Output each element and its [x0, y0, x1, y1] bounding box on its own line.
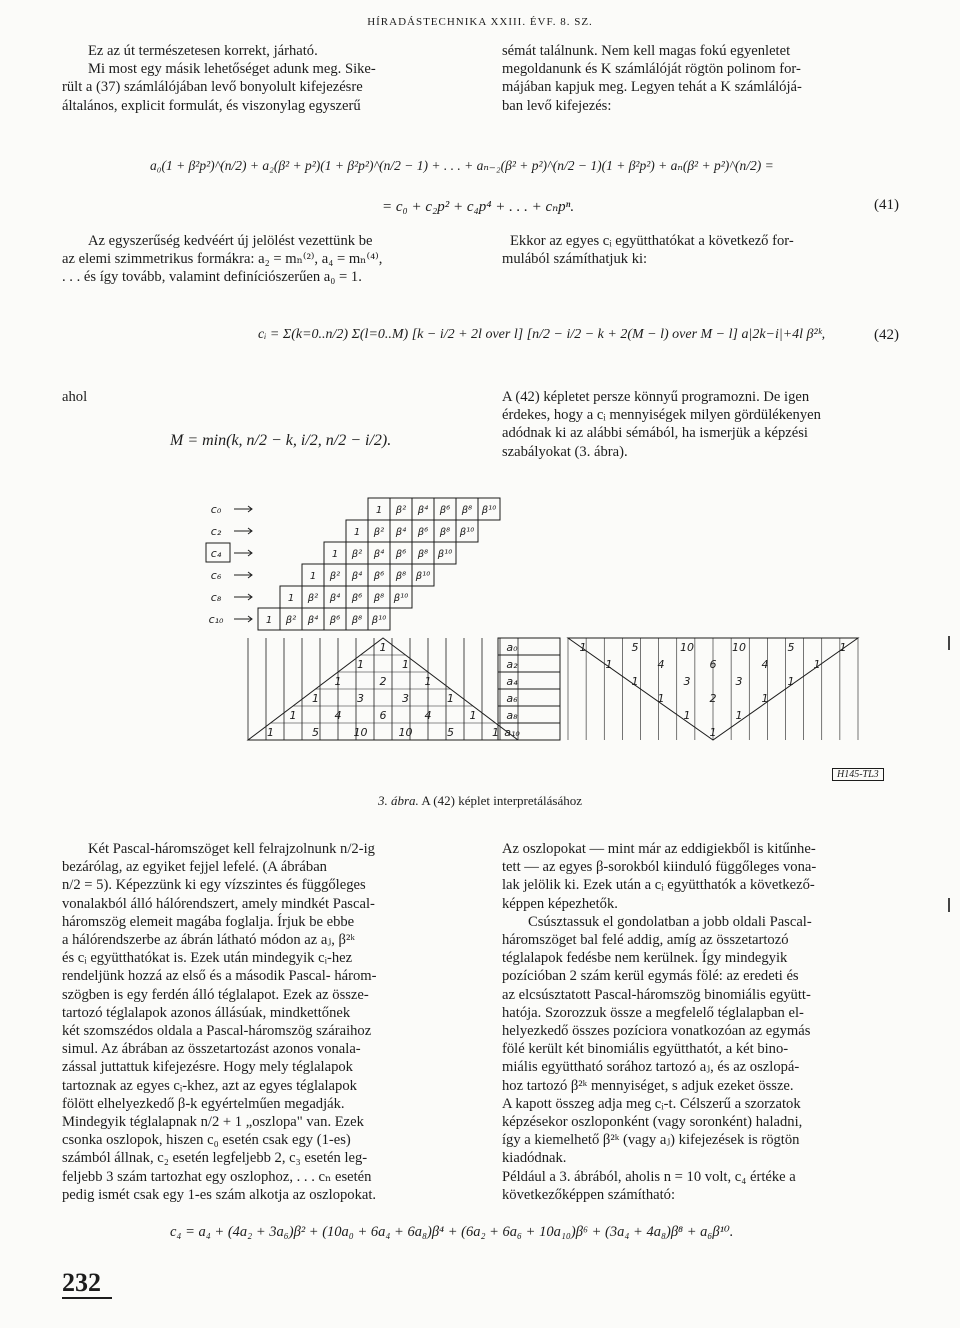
pascal-cell: 10 — [398, 726, 413, 739]
beta-cell-label: β⁸ — [439, 527, 451, 538]
beta-cell-label: β⁴ — [395, 527, 407, 538]
pascal-cell: 4 — [657, 658, 665, 671]
figure-3 — [0, 490, 960, 790]
text-line: Mindegyik téglalapnak n/2 + 1 „oszlopa" van. Ezek — [62, 1114, 364, 1131]
text-line: képzésekor oszloponként (vagy soronként) haladni, — [502, 1114, 803, 1131]
pascal-cell: 2 — [379, 675, 387, 688]
beta-cell-label: β⁶ — [395, 549, 407, 560]
c-label: c₄ — [210, 547, 222, 560]
equation-42-number: (42) — [874, 327, 899, 343]
top-left-column — [62, 42, 480, 115]
text-line: szögben is egy ferdén álló téglalapot. Ezek az össze- — [62, 986, 369, 1003]
pascal-cell: 1 — [469, 709, 477, 722]
text-line: így a kiemelhető β²ᵏ (vagy aⱼ) kifejezések is rögtön — [502, 1132, 800, 1149]
a-label: a₀ — [506, 641, 518, 654]
text-line: vonalakból álló hálórendszert, amely mindkét Pascal- — [62, 895, 375, 912]
text-line: tartoznak az egyes cᵢ-khez, azt az egyes téglalapok — [62, 1077, 357, 1094]
text-line: pozícióban 2 szám kerül egymás fölé: az eredeti és — [502, 968, 799, 985]
beta-cell-label: β² — [373, 527, 385, 538]
pascal-cell: 1 — [839, 641, 847, 654]
beta-cell-label: β¹⁰ — [459, 527, 475, 538]
beta-cell-label: β⁴ — [351, 571, 363, 582]
pascal-cell: 1 — [579, 641, 587, 654]
text-line: megoldanunk és K számlálóját rögtön polinom for- — [502, 61, 801, 78]
text-line: adódnak ki az alábbi sémából, ha ismerjük a képzési — [502, 425, 808, 442]
pascal-cell: 3 — [357, 692, 364, 705]
pascal-cell: 4 — [424, 709, 432, 722]
text-line: A (42) képletet persze könnyű programozni. De igen — [502, 389, 810, 405]
text-line: helyezkedő összes pozíciora vonatkozóan az egymás — [502, 1023, 811, 1040]
beta-cell-label: β⁶ — [373, 571, 385, 582]
text-line: hatója. Szorozzuk össze a megfelelő téglalapban el- — [502, 1004, 804, 1021]
text-line: sémát találnunk. Nem kell magas fokú egyenletet — [502, 43, 791, 59]
margin-mark — [948, 898, 950, 912]
text-line: Ekkor az egyes cᵢ együtthatókat a következő for- — [510, 233, 794, 249]
text-line: Csúsztassuk el gondolatban a jobb oldali Pascal- — [528, 913, 812, 930]
beta-cell-label: 1 — [331, 549, 339, 560]
text-line: szabályokat (3. ábra). — [502, 443, 628, 460]
right-after-42 — [502, 388, 906, 461]
text-line: az elcsúsztatott Pascal-háromszög binomiális együtt- — [502, 986, 811, 1003]
equation-M: M = min(k, n/2 − k, i/2, n/2 − i/2). — [170, 432, 392, 449]
pascal-cell: 1 — [761, 692, 769, 705]
beta-cell-label: β⁶ — [329, 615, 341, 626]
beta-cell-label: β² — [351, 549, 363, 560]
equation-41-line1: a₀(1 + β²p²)^(n/2) + a₂(β² + p²)(1 + β²p²)^(n/2 − 1) + . . . + aₙ₋₂(β² + p²)^(n/2 − 1)(1 + β²p²) + aₙ(β² + p²)^(n/2) = — [150, 158, 774, 173]
beta-cell-label: β⁶ — [351, 593, 363, 604]
top-right-column — [502, 42, 906, 115]
text-line: Két Pascal-háromszöget kell felrajzolnunk n/2-ig — [88, 841, 375, 857]
pascal-cell: 1 — [424, 675, 432, 688]
beta-cell-label: β¹⁰ — [481, 505, 497, 516]
text-line: általános, explicit formulát, és viszonylag egyszerű — [62, 97, 361, 114]
beta-cell-label: 1 — [265, 615, 273, 626]
equation-41-line2: = c₀ + c₂p² + c₄p⁴ + . . . + cₙpⁿ. — [382, 199, 575, 215]
pascal-cell: 1 — [289, 709, 297, 722]
pascal-cell: 1 — [447, 692, 454, 705]
text-line: az elemi szimmetrikus formákra: a₂ = mₙ⁽²⁾, a₄ = mₙ⁽⁴⁾, — [62, 251, 383, 268]
pascal-cell: 6 — [709, 658, 717, 671]
pascal-cell: 1 — [683, 709, 691, 722]
bottom-right-column — [502, 840, 906, 1204]
pascal-cell: 3 — [683, 675, 691, 688]
text-line: és cᵢ együtthatókat is. Ezek után mindegyik cᵢ-hez — [62, 950, 353, 967]
pascal-cell: 5 — [312, 726, 319, 739]
figure-tag: H145-TL3 — [832, 768, 884, 781]
beta-cell-label: 1 — [287, 593, 295, 604]
text-line: zással juttattuk kifejezésre. Hogy mely téglalapok — [62, 1059, 353, 1076]
pascal-cell: 10 — [353, 726, 368, 739]
beta-cell-label: β⁴ — [417, 505, 429, 516]
text-line: feljebb 3 szám tartozhat egy oszlophoz, . . . cₙ esetén — [62, 1168, 372, 1185]
figure-caption — [0, 793, 960, 809]
beta-cell-label: β² — [307, 593, 319, 604]
pascal-cell: 1 — [267, 726, 274, 739]
pascal-cell: 1 — [379, 641, 387, 654]
beta-cell-label: 1 — [375, 505, 383, 516]
a-label: a₁₀ — [504, 726, 520, 739]
beta-cell-label: β⁴ — [307, 615, 319, 626]
beta-cell-label: β⁴ — [373, 549, 385, 560]
c-label: c₈ — [210, 591, 222, 604]
pascal-cell: 1 — [492, 726, 499, 739]
beta-cell-label: β⁴ — [329, 593, 341, 604]
beta-cell-label: β¹⁰ — [393, 593, 409, 604]
pascal-cell: 4 — [334, 709, 342, 722]
text-line: . . . és így tovább, valamint definíciószerűen a₀ = 1. — [62, 269, 362, 286]
text-line: tartozó téglalapok azonos állásúak, mindkettőnek — [62, 1004, 351, 1021]
text-line: következőképpen számítható: — [502, 1186, 676, 1203]
pascal-cell: 10 — [732, 641, 746, 654]
text-line: háromszöget bal felé addig, amíg az összetartozó — [502, 932, 789, 949]
pascal-cell: 1 — [312, 692, 319, 705]
text-line: fölött elhelyezkedő β-k egyértelműen megadják. — [62, 1095, 345, 1112]
text-line: tett — az egyes β-sorokból kiinduló függőleges vona- — [502, 859, 817, 876]
text-line: hoz tartozó β²ᵏ mennyiséget, s adjuk ezeket össze. — [502, 1077, 794, 1094]
beta-cell-label: β⁶ — [417, 527, 429, 538]
text-line: miális együttható sorához tartozó aⱼ, és az oszlopá- — [502, 1059, 800, 1076]
beta-cell-label: β⁸ — [461, 505, 473, 516]
page-number: 232 — [62, 1268, 101, 1297]
text-line: mulából számíthatjuk ki: — [502, 251, 648, 268]
c-label: c₀ — [210, 503, 222, 516]
text-line: A kapott összeg adja meg cᵢ-t. Célszerű a szorzatok — [502, 1095, 801, 1112]
pascal-cell: 1 — [813, 658, 821, 671]
pascal-cell: 1 — [657, 692, 665, 705]
text-line: Például a 3. ábrából, aholis n = 10 volt, c₄ értéke a — [502, 1168, 796, 1185]
pascal-cell: 5 — [787, 641, 795, 654]
text-line: Az egyszerűség kedvéért új jelölést vezettünk be — [88, 233, 373, 249]
pascal-cell: 1 — [631, 675, 639, 688]
beta-cell-label: β² — [395, 505, 407, 516]
a-label: a₆ — [506, 692, 518, 705]
text-line: háromszög elemeit magába foglalja. Írjuk be ebbe — [62, 913, 355, 930]
pascal-cell: 1 — [787, 675, 795, 688]
text-line: bezárólag, az egyiket fejjel lefelé. (A ábrában — [62, 859, 327, 876]
beta-cell-label: β¹⁰ — [415, 571, 431, 582]
pascal-cell: 5 — [631, 641, 639, 654]
beta-cell-label: 1 — [309, 571, 317, 582]
a-label: a₈ — [506, 709, 518, 722]
ahol-label: ahol — [62, 389, 88, 405]
equation-42: cᵢ = Σ(k=0..n/2) Σ(l=0..M) [k − i/2 + 2l over l] [n/2 − i/2 − k + 2(M − l) over M − l] a|2k−i|+4l β²ᵏ, — [258, 327, 826, 342]
a-label: a₄ — [506, 675, 518, 688]
beta-cell-label: β⁸ — [395, 571, 407, 582]
pascal-cell: 6 — [379, 709, 387, 722]
mid-left-column — [62, 232, 480, 287]
pascal-cell: 1 — [735, 709, 743, 722]
beta-cell-label: β¹⁰ — [437, 549, 453, 560]
beta-cell-label: β⁸ — [417, 549, 429, 560]
beta-cell-label: β⁸ — [351, 615, 363, 626]
c-label: c₂ — [210, 525, 222, 538]
beta-cell-label: β¹⁰ — [371, 615, 387, 626]
equation-c4: c₄ = a₄ + (4a₂ + 3a₆)β² + (10a₀ + 6a₄ + 6a₈)β⁴ + (6a₂ + 6a₆ + 10a₁₀)β⁶ + (3a₄ + 4a₈)β⁸ + a₆β¹⁰. — [170, 1224, 734, 1240]
pascal-cell: 1 — [357, 658, 364, 671]
pascal-cell: 3 — [402, 692, 409, 705]
text-line: rendeljünk hozzá az első és a második Pascal- három- — [62, 968, 377, 985]
beta-cell-label: β⁸ — [373, 593, 385, 604]
beta-cell-label: 1 — [353, 527, 361, 538]
text-line: kiadódnak. — [502, 1150, 567, 1167]
text-line: Az oszlopokat — mint már az eddigiekből is kitűnhe- — [502, 841, 816, 857]
text-line: májában kapjuk meg. Legyen tehát a K számlálójá- — [502, 79, 802, 96]
beta-cell-label: β² — [329, 571, 341, 582]
text-line: Mi most egy másik lehetőséget adunk meg. Sike- — [88, 61, 376, 78]
beta-cell-label: β² — [285, 615, 297, 626]
text-line: simul. Az ábrában az összetartozást azonos vonala- — [62, 1041, 361, 1058]
pascal-cell: 1 — [334, 675, 342, 688]
text-line: számból állnak, c₂ esetén legfeljebb 2, c₃ esetén leg- — [62, 1150, 368, 1167]
text-line: n/2 = 5). Képezzünk ki egy vízszintes és függőleges — [62, 877, 366, 894]
caption-number: 3. ábra. — [378, 793, 419, 808]
mid-right-column — [502, 232, 906, 268]
text-line: a hálórendszerbe az ábrán látható módon az aⱼ, β²ᵏ — [62, 932, 355, 949]
pascal-cell: 3 — [735, 675, 743, 688]
text-line: képpen képezhetők. — [502, 895, 618, 912]
text-line: rült a (37) számlálójában levő bonyolult kifejezésre — [62, 79, 363, 96]
pascal-cell: 5 — [447, 726, 454, 739]
pascal-cell: 4 — [761, 658, 769, 671]
text-line: fölé került két binomiális együtthatót, a két bino- — [502, 1041, 789, 1058]
running-header: HÍRADÁSTECHNIKA XXIII. ÉVF. 8. SZ. — [367, 16, 593, 28]
equation-41-number: (41) — [874, 197, 899, 213]
c-label: c₆ — [210, 569, 222, 582]
margin-mark — [948, 636, 950, 650]
c-label: c₁₀ — [208, 613, 224, 626]
text-line: két szomszédos oldala a Pascal-háromszög száraihoz — [62, 1023, 372, 1040]
text-line: érdekes, hogy a cᵢ mennyiségek milyen gördülékenyen — [502, 407, 821, 424]
text-line: téglalapok fedésbe nem kerülnek. Így mindegyik — [502, 950, 788, 967]
text-line: Ez az út természetesen korrekt, járható. — [88, 43, 318, 59]
caption-text: A (42) képlet interpretálásához — [421, 793, 582, 808]
pascal-cell: 1 — [402, 658, 409, 671]
text-line: lak jelölik ki. Ezek után a cᵢ együtthatók a következő- — [502, 877, 815, 894]
pascal-cell: 1 — [605, 658, 613, 671]
pascal-cell: 1 — [709, 726, 717, 739]
text-line: ban levő kifejezés: — [502, 97, 612, 114]
text-line: csonka oszlopok, hiszen c₀ esetén csak egy (1-es) — [62, 1132, 351, 1149]
text-line: pedig ismét csak egy 1-es szám alkotja az oszlopokat. — [62, 1186, 377, 1203]
beta-cell-label: β⁶ — [439, 505, 451, 516]
a-label: a₂ — [506, 658, 518, 671]
page-number-rule — [62, 1297, 112, 1299]
pascal-cell: 2 — [709, 692, 717, 705]
pascal-cell: 10 — [680, 641, 694, 654]
bottom-left-column — [62, 840, 480, 1204]
